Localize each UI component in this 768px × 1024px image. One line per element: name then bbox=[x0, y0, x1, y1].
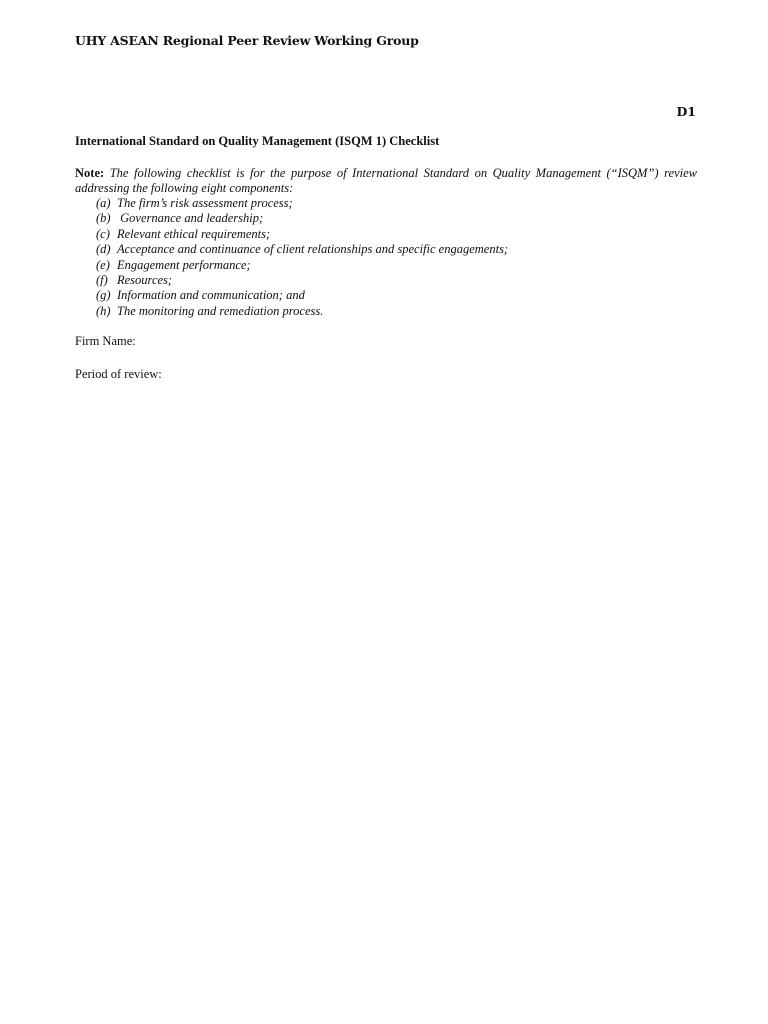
list-marker: (b) bbox=[96, 211, 111, 226]
list-item-text: Information and communication; and bbox=[117, 288, 305, 303]
firm-name-label: Firm Name: bbox=[75, 334, 136, 348]
list-item-text: Governance and leadership; bbox=[117, 211, 264, 226]
period-of-review-label: Period of review: bbox=[75, 367, 162, 381]
list-item bbox=[96, 196, 508, 211]
list-item bbox=[96, 211, 508, 226]
list-marker: (h) bbox=[96, 303, 111, 318]
list-marker: (g) bbox=[96, 288, 111, 303]
list-item-text: Relevant ethical requirements; bbox=[117, 226, 271, 241]
document-title: International Standard on Quality Management (ISQM 1) Checklist bbox=[75, 134, 440, 148]
list-item bbox=[96, 288, 508, 303]
list-item bbox=[96, 242, 508, 257]
list-item-text: Acceptance and continuance of client relationships and specific engagements; bbox=[117, 242, 509, 257]
list-marker: (d) bbox=[96, 242, 111, 257]
note-text: The following checklist is for the purpose of International Standard on Quality Management (“ISQM”) review addressing the following eight components: bbox=[75, 166, 697, 195]
list-marker: (c) bbox=[96, 226, 110, 241]
note-paragraph bbox=[75, 166, 697, 196]
list-item-text: Engagement performance; bbox=[117, 257, 251, 272]
list-marker: (e) bbox=[96, 257, 110, 272]
note-label: Note: bbox=[75, 166, 105, 180]
list-item-text: The monitoring and remediation process. bbox=[117, 303, 324, 318]
components-list bbox=[96, 196, 508, 319]
list-item bbox=[96, 304, 508, 319]
list-item-text: Resources; bbox=[117, 273, 173, 288]
list-marker: (a) bbox=[96, 196, 111, 210]
list-item bbox=[96, 227, 508, 242]
list-marker: (f) bbox=[96, 273, 108, 288]
list-item bbox=[96, 258, 508, 273]
organization-header: UHY ASEAN Regional Peer Review Working Group bbox=[75, 33, 419, 48]
list-item-text: The firm’s risk assessment process; bbox=[117, 196, 293, 210]
list-item bbox=[96, 273, 508, 288]
document-code: D1 bbox=[676, 104, 696, 119]
